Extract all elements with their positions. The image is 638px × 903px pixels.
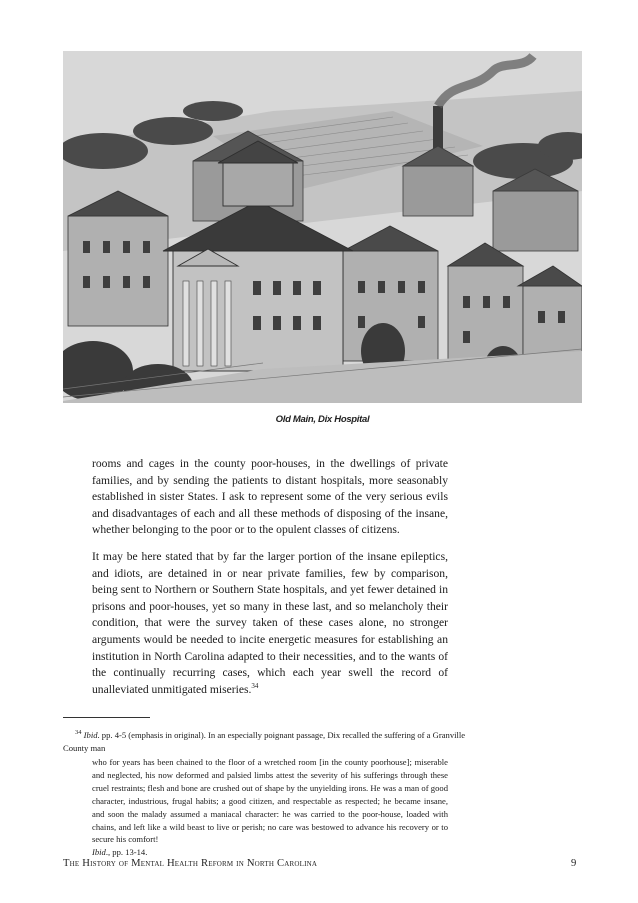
footnote-divider — [63, 717, 150, 718]
body-paragraph — [92, 549, 448, 698]
body-paragraph — [92, 456, 448, 539]
hospital-illustration — [63, 51, 582, 403]
footnote-intro-text: . pp. 4-5 (emphasis in original). In an especially poignant passage, Dix recalled the suffering of a Granville County man — [63, 730, 466, 753]
running-title: The History of Mental Health Reform in North Carolina — [63, 858, 318, 869]
citation-source: Ibid — [92, 847, 106, 858]
engraving-illustration — [63, 51, 582, 403]
footnote-source: Ibid — [83, 730, 98, 740]
footnote-reference[interactable]: 34 — [251, 681, 259, 690]
figure-caption: Old Main, Dix Hospital — [275, 414, 370, 425]
paragraph-text: It may be here stated that by far the larger portion of the insane epileptics, and idiots, are detained in or near private families, few by comparison, being sent to Northern or Southern State hospitals, and yet fewer detained in prisons and poor-houses, yet so many in these last, and so melancholy their condition, that were the survey taken of these cases alone, no stronger arguments would be needed to incite energetic measures for establishing an institution in North Carolina adapted to their necessities, and to the wants of the continually recurring cases, which each year swell the record of unalleviated unmitigated miseries. — [92, 550, 448, 696]
footnote-quote — [92, 756, 448, 859]
paragraph-text: rooms and cages in the county poor-houses, in the dwellings of private families, and by sending the patients to distant hospitals, more seasonably established in sister States. I ask to represent some of the very serious evils and disadvantages of each and all these methods of disposing of the insane, whether belonging to the poor or to the opulent classes of citizens. — [92, 457, 448, 537]
citation-pages: ., pp. 13-14. — [105, 847, 148, 858]
footnote-intro — [63, 729, 483, 755]
footnote-number: 34 — [75, 729, 82, 737]
footnote-quote-text: who for years has been chained to the floor of a wretched room [in the county poorhouse]; miserable and neglected, his now deformed and palsied limbs attest the severity of his sufferings through these cruel restraints; flesh and bone are crushed out of shape by the unyielding irons. He was a man of good character, industrious, frugal habits; a good citizen, and respectable as respected; he became insane, and soon the malady assumed a maniacal character: he was carried to the poor-house, loaded with chains, and left like a wild beast to live or perish; no care was bestowed to advance his recovery or to secure his comfort! — [92, 757, 448, 845]
page-number: 9 — [571, 858, 577, 869]
running-footer — [63, 858, 317, 869]
